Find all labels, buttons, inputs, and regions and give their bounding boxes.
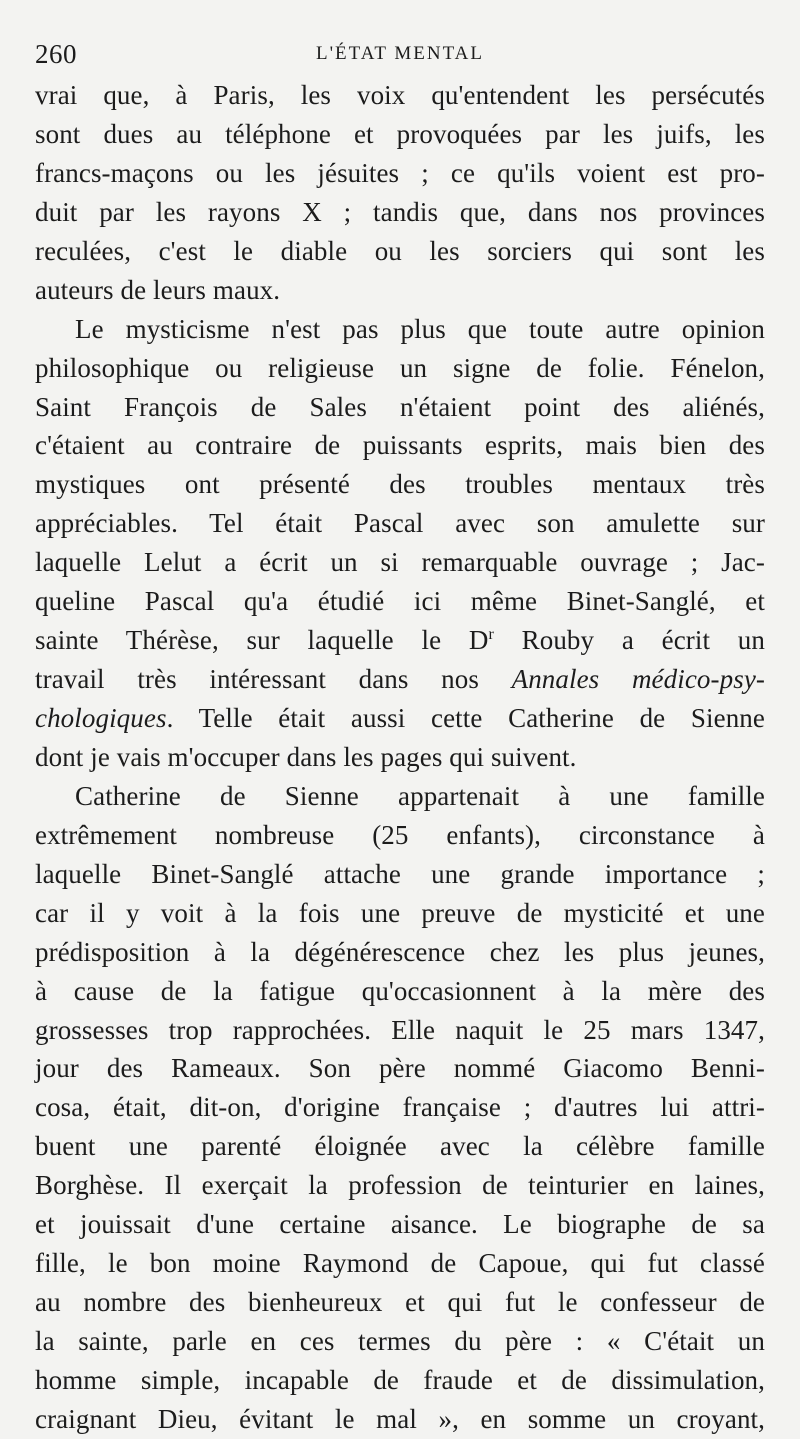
text-line: c'étaient au contraire de puissants esprits, mais bien des [35, 430, 765, 461]
page-number: 260 [35, 39, 77, 69]
text-line [35, 660, 765, 699]
text-line: Borghèse. Il exerçait la profession de teinturier en laines, [35, 1170, 765, 1201]
body-text [35, 76, 765, 1439]
text-line: homme simple, incapable de fraude et de dissimulation, [35, 1364, 765, 1395]
text-line: Le mysticisme n'est pas plus que toute autre opinion [75, 313, 765, 344]
text-line: craignant Dieu, évitant le mal », en somme un croyant, [35, 1403, 765, 1434]
text-line: la sainte, parle en ces termes du père : « C'était un [35, 1326, 765, 1356]
text-line: au nombre des bienheureux et qui fut le confesseur de [35, 1287, 765, 1318]
text-segment: travail très intéressant dans nos [35, 664, 512, 695]
text-segment: sainte Thérèse, sur laquelle le D [35, 625, 489, 656]
text-line: prédisposition à la dégénérescence chez les plus jeunes, [35, 936, 765, 967]
text-line: reculées, c'est le diable ou les sorciers qui sont les [35, 235, 765, 266]
text-line: jour des Rameaux. Son père nommé Giacomo Benni- [35, 1053, 765, 1084]
text-line: sont dues au téléphone et provoquées par les juifs, les [35, 118, 765, 149]
italic-text: chologiques [35, 703, 167, 733]
text-line: francs-maçons ou les jésuites ; ce qu'ils voient est pro- [35, 157, 765, 188]
italic-text: Annales médico-psy- [511, 664, 765, 695]
text-line: grossesses trop rapprochées. Elle naquit le 25 mars 1347, [35, 1014, 765, 1045]
text-line [35, 621, 765, 660]
text-line: laquelle Lelut a écrit un si remarquable ouvrage ; Jac- [35, 547, 765, 578]
text-line: à cause de la fatigue qu'occasionnent à la mère des [35, 975, 765, 1006]
text-line: appréciables. Tel était Pascal avec son amulette sur [35, 508, 765, 539]
text-line: et jouissait d'une certaine aisance. Le biographe de sa [35, 1209, 765, 1240]
text-line: Saint François de Sales n'étaient point des aliénés, [35, 391, 765, 422]
running-head: L'ÉTAT MENTAL [316, 43, 484, 64]
text-segment: Rouby a écrit un [493, 625, 765, 656]
text-line: car il y voit à la fois une preuve de mysticité et une [35, 897, 765, 928]
text-line: cosa, était, dit-on, d'origine française ; d'autres lui attri- [35, 1092, 765, 1123]
text-line: laquelle Binet-Sanglé attache une grande importance ; [35, 858, 765, 889]
text-line: vrai que, à Paris, les voix qu'entendent les persécutés [35, 80, 765, 110]
text-line: auteurs de leurs maux. [35, 274, 281, 305]
text-line: dont je vais m'occuper dans les pages qui suivent. [35, 741, 577, 772]
text-line: mystiques ont présenté des troubles mentaux très [35, 469, 765, 500]
page-header [35, 34, 765, 74]
text-segment: . Telle était aussi cette Catherine de Sienne [166, 703, 765, 733]
text-line: queline Pascal qu'a étudié ici même Binet-Sanglé, et [35, 586, 765, 617]
text-line: extrêmement nombreuse (25 enfants), circonstance à [35, 819, 765, 850]
text-line: Catherine de Sienne appartenait à une famille [75, 780, 765, 811]
text-line: philosophique ou religieuse un signe de folie. Fénelon, [35, 352, 765, 383]
text-line [35, 699, 765, 738]
superscript: r [488, 626, 494, 644]
text-line: duit par les rayons X ; tandis que, dans nos provinces [35, 196, 765, 227]
text-line: fille, le bon moine Raymond de Capoue, qui fut classé [35, 1248, 765, 1279]
text-line: buent une parenté éloignée avec la célèbre famille [35, 1131, 765, 1162]
